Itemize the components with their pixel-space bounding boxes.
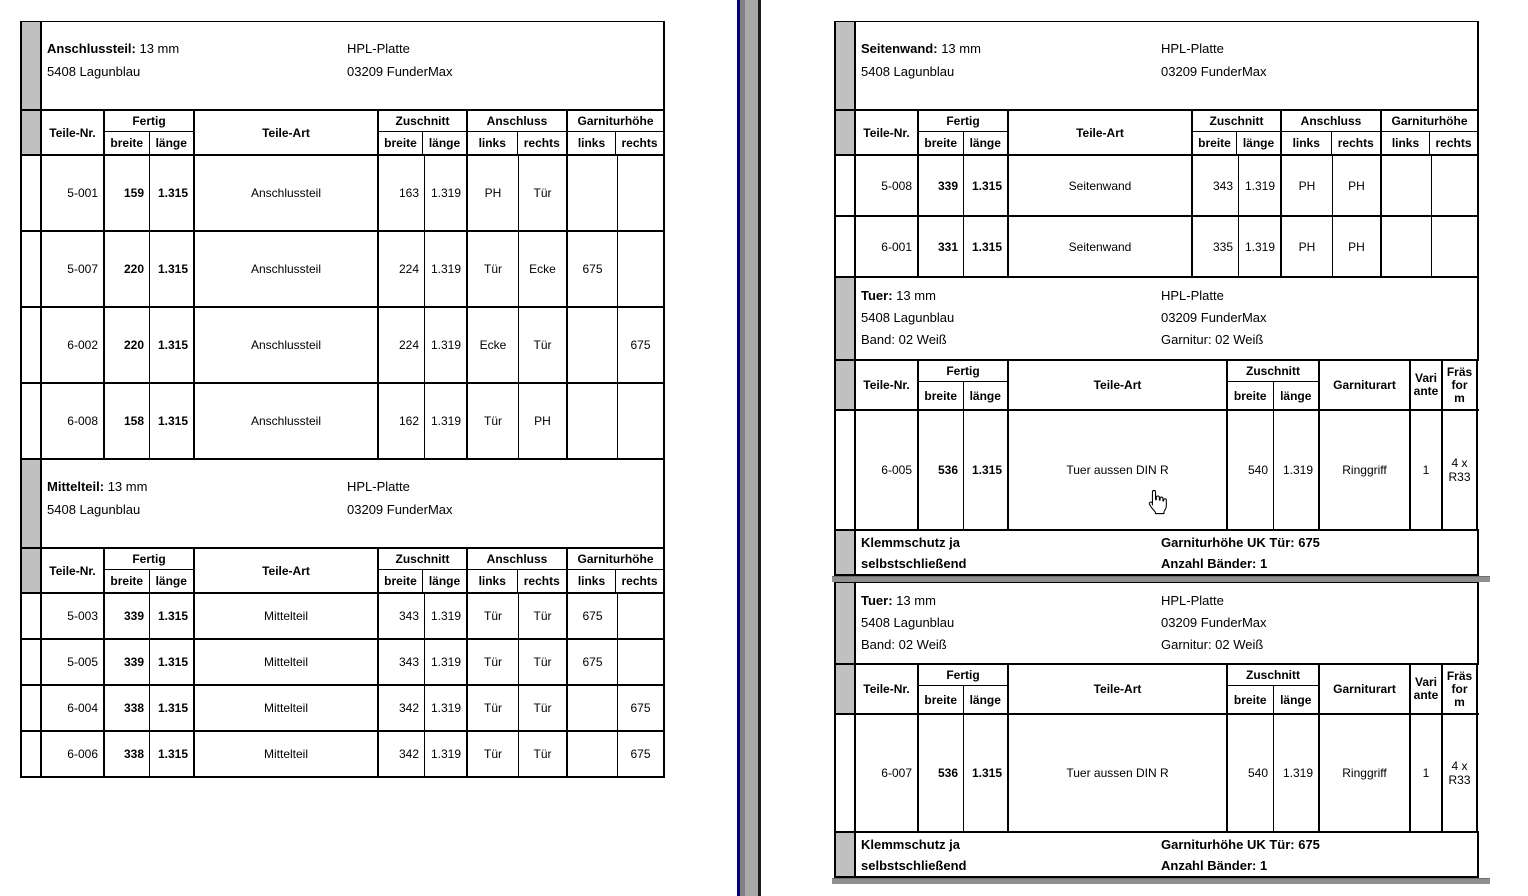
- section-thickness: 13 mm: [896, 288, 936, 303]
- cell-variante: 1: [1411, 715, 1443, 831]
- cell-zuschnitt-laenge: 1.319: [425, 308, 468, 382]
- table-row: [834, 156, 1479, 217]
- col-group-anschluss: Anschluss links rechts: [468, 111, 568, 154]
- table-header: [20, 549, 665, 594]
- klemmschutz-info: Klemmschutz ja: [861, 535, 960, 550]
- cell-zuschnitt-breite: 342: [379, 686, 425, 730]
- col-teile-art: Teile-Art: [1009, 361, 1228, 409]
- col-teile-nr: Teile-Nr.: [856, 361, 919, 409]
- col-fertig-breite: breite: [105, 132, 150, 154]
- cell-anschluss-links: Tür: [468, 594, 519, 638]
- cell-zuschnitt-breite: 335: [1193, 217, 1239, 276]
- row-marker: [836, 411, 856, 529]
- klemmschutz-info: Klemmschutz ja: [861, 837, 960, 852]
- col-anschluss-rechts: rechts: [523, 136, 560, 150]
- cell-teile-art: Tuer aussen DIN R: [1009, 715, 1228, 831]
- material-code: 03209 FunderMax: [1161, 615, 1267, 630]
- material-name: HPL-Platte: [1161, 288, 1224, 303]
- cell-teile-art: Anschlussteil: [195, 308, 379, 382]
- col-group-fertig: Fertig breite länge: [919, 111, 1009, 154]
- section-title-block-tuer-1: [834, 278, 1479, 361]
- cell-zuschnitt-laenge: 1.319: [1274, 715, 1320, 831]
- cell-teile-art: Anschlussteil: [195, 384, 379, 458]
- col-group-fertig: Fertig breite länge: [919, 361, 1009, 409]
- cell-teile-art: Mittelteil: [195, 594, 379, 638]
- col-variante: Vari ante: [1411, 361, 1443, 409]
- cell-garnitur-links: [568, 384, 618, 458]
- row-marker: [22, 384, 42, 458]
- col-fertig-laenge: länge: [969, 692, 1001, 707]
- cell-anschluss-rechts: Tür: [519, 594, 568, 638]
- table-row: [834, 715, 1479, 833]
- splitter-edge: [758, 0, 761, 896]
- col-anschluss-links: links: [468, 570, 518, 592]
- col-variante: Vari ante: [1411, 665, 1443, 713]
- col-fertig-breite: breite: [919, 686, 964, 713]
- cell-fertig-laenge: 1.315: [150, 732, 195, 776]
- col-fertig-breite: breite: [919, 382, 964, 409]
- footer-marker: [836, 833, 856, 876]
- col-group-anschluss: Anschluss links rechts: [468, 549, 568, 592]
- table-row: [20, 232, 665, 308]
- section-color-code: 5408 Lagunblau: [861, 615, 955, 630]
- cell-zuschnitt-breite: 540: [1228, 411, 1274, 529]
- section-band: Band: 02 Weiß: [861, 637, 947, 652]
- cell-garnitur-links: [568, 156, 618, 230]
- cell-teile-nr: 5-007: [42, 232, 105, 306]
- header-marker: [836, 111, 856, 154]
- material-name: HPL-Platte: [1161, 593, 1224, 608]
- cell-zuschnitt-breite: 224: [379, 308, 425, 382]
- garniturhoehe-info: Garniturhöhe UK Tür: 675: [1161, 535, 1320, 550]
- anzahl-baender-info: Anzahl Bänder: 1: [1161, 858, 1268, 873]
- cell-fertig-breite: 536: [919, 715, 964, 831]
- material-code: 03209 FunderMax: [347, 64, 453, 79]
- cell-zuschnitt-laenge: 1.319: [425, 156, 468, 230]
- table-row: [20, 686, 665, 732]
- section-color-code: 5408 Lagunblau: [861, 64, 955, 79]
- cell-garniturart: Ringgriff: [1320, 411, 1411, 529]
- section-title: Mittelteil:: [47, 479, 105, 494]
- cell-zuschnitt-breite: 540: [1228, 715, 1274, 831]
- section-color-code: 5408 Lagunblau: [47, 502, 141, 517]
- cell-garnitur-links: 675: [568, 640, 618, 684]
- cell-anschluss-rechts: PH: [1333, 217, 1382, 276]
- table-footer: [834, 531, 1479, 576]
- print-preview-page-right: [834, 21, 1479, 884]
- col-zuschnitt-breite: breite: [379, 570, 423, 592]
- cell-fertig-breite: 331: [919, 217, 964, 276]
- cell-garnitur-rechts: [618, 640, 665, 684]
- cell-anschluss-rechts: PH: [519, 384, 568, 458]
- col-group-zuschnitt: Zuschnitt breite länge: [1228, 361, 1320, 409]
- row-marker: [22, 640, 42, 684]
- row-marker: [22, 232, 42, 306]
- row-marker: [22, 594, 42, 638]
- cell-fertig-laenge: 1.315: [150, 384, 195, 458]
- table-row: [20, 640, 665, 686]
- cell-teile-nr: 6-008: [42, 384, 105, 458]
- cell-anschluss-rechts: Tür: [519, 308, 568, 382]
- section-title-content: [42, 460, 665, 547]
- col-teile-nr: Teile-Nr.: [42, 549, 105, 592]
- col-zuschnitt-laenge: länge: [428, 574, 461, 588]
- cell-zuschnitt-laenge: 1.319: [1239, 156, 1282, 215]
- table-row: [834, 217, 1479, 278]
- table-header: [20, 111, 665, 156]
- col-teile-art: Teile-Art: [1009, 665, 1228, 713]
- col-teile-art: Teile-Art: [1009, 111, 1193, 154]
- cell-garnitur-rechts: 675: [618, 686, 665, 730]
- col-teile-nr: Teile-Nr.: [856, 665, 919, 713]
- cell-anschluss-links: Tür: [468, 686, 519, 730]
- cell-garnitur-links: [1382, 156, 1432, 215]
- cell-fertig-breite: 339: [105, 594, 150, 638]
- footer-content: [856, 531, 1479, 574]
- cell-fertig-laenge: 1.315: [150, 232, 195, 306]
- header-marker: [836, 361, 856, 409]
- col-zuschnitt-breite: breite: [1228, 382, 1274, 409]
- col-fertig-laenge: länge: [969, 388, 1001, 403]
- col-anschluss-rechts: rechts: [523, 574, 560, 588]
- section-band: Band: 02 Weiß: [861, 332, 947, 347]
- col-group-fertig: Fertig breite länge: [105, 111, 195, 154]
- section-title: Anschlussteil:: [47, 41, 136, 56]
- cell-garnitur-links: [568, 686, 618, 730]
- cell-fraesform: 4 x R33: [1443, 715, 1478, 831]
- cell-fertig-breite: 158: [105, 384, 150, 458]
- table-row: [20, 156, 665, 232]
- cell-anschluss-links: PH: [1282, 156, 1333, 215]
- section-marker: [22, 22, 42, 109]
- cell-teile-art: Anschlussteil: [195, 156, 379, 230]
- material-name: HPL-Platte: [347, 41, 410, 56]
- section-title-block-anschlussteil: [20, 22, 665, 111]
- table-header: [834, 665, 1479, 715]
- cell-garnitur-rechts: [618, 156, 665, 230]
- cell-zuschnitt-laenge: 1.319: [1274, 411, 1320, 529]
- section-color-code: 5408 Lagunblau: [861, 310, 955, 325]
- col-group-zuschnitt: Zuschnitt breite länge: [379, 549, 468, 592]
- col-fraesform: Fräs for m: [1443, 665, 1478, 713]
- cell-anschluss-links: Tür: [468, 232, 519, 306]
- cell-zuschnitt-breite: 162: [379, 384, 425, 458]
- cell-zuschnitt-laenge: 1.319: [425, 686, 468, 730]
- cell-anschluss-rechts: Tür: [519, 156, 568, 230]
- section-title-block-tuer-2: [834, 582, 1479, 665]
- table-header: [834, 361, 1479, 411]
- col-zuschnitt-breite: breite: [1193, 132, 1237, 154]
- cell-anschluss-links: Tür: [468, 732, 519, 776]
- col-zuschnitt-breite: breite: [1228, 686, 1274, 713]
- splitter-handle: [745, 0, 758, 896]
- cell-anschluss-links: PH: [1282, 217, 1333, 276]
- table-row: [20, 308, 665, 384]
- cell-garnitur-rechts: [618, 232, 665, 306]
- cell-zuschnitt-breite: 343: [379, 594, 425, 638]
- col-garnitur-rechts: rechts: [621, 136, 658, 150]
- table-row: [20, 732, 665, 778]
- cell-zuschnitt-laenge: 1.319: [425, 384, 468, 458]
- cell-zuschnitt-breite: 224: [379, 232, 425, 306]
- col-garniturart: Garniturart: [1320, 361, 1411, 409]
- col-anschluss-rechts: rechts: [1337, 136, 1374, 150]
- cell-teile-art: Mittelteil: [195, 686, 379, 730]
- cell-garniturart: Ringgriff: [1320, 715, 1411, 831]
- cell-fertig-breite: 338: [105, 732, 150, 776]
- section-marker: [836, 22, 856, 109]
- selbstschliessend-info: selbstschließend: [861, 556, 967, 571]
- row-marker: [22, 686, 42, 730]
- cell-fertig-breite: 339: [919, 156, 964, 215]
- footer-content: [856, 833, 1479, 876]
- cell-teile-art: Mittelteil: [195, 732, 379, 776]
- col-teile-nr: Teile-Nr.: [42, 111, 105, 154]
- col-fertig-laenge: länge: [155, 574, 187, 588]
- col-group-garniturhoehe: Garniturhöhe links rechts: [568, 111, 665, 154]
- page-separator: [832, 878, 1490, 884]
- col-fraesform: Fräs for m: [1443, 361, 1478, 409]
- cell-fertig-breite: 338: [105, 686, 150, 730]
- cell-fertig-laenge: 1.315: [964, 411, 1009, 529]
- cell-garnitur-rechts: 675: [618, 308, 665, 382]
- material-code: 03209 FunderMax: [347, 502, 453, 517]
- header-marker: [22, 111, 42, 154]
- cell-zuschnitt-breite: 342: [379, 732, 425, 776]
- cell-teile-nr: 5-003: [42, 594, 105, 638]
- row-marker: [836, 156, 856, 215]
- cell-anschluss-rechts: PH: [1333, 156, 1382, 215]
- col-group-zuschnitt: Zuschnitt breite länge: [1193, 111, 1282, 154]
- cell-anschluss-rechts: Tür: [519, 732, 568, 776]
- cell-fertig-laenge: 1.315: [150, 156, 195, 230]
- col-group-garniturhoehe: Garniturhöhe links rechts: [568, 549, 665, 592]
- col-zuschnitt-laenge: länge: [428, 136, 461, 150]
- col-group-garniturhoehe: Garniturhöhe links rechts: [1382, 111, 1479, 154]
- cell-anschluss-rechts: Tür: [519, 686, 568, 730]
- col-garnitur-rechts: rechts: [1435, 136, 1472, 150]
- col-anschluss-links: links: [468, 132, 518, 154]
- table-row: [20, 384, 665, 460]
- col-fertig-laenge: länge: [155, 136, 187, 150]
- cell-zuschnitt-breite: 343: [1193, 156, 1239, 215]
- table-footer: [834, 833, 1479, 878]
- col-anschluss-links: links: [1282, 132, 1332, 154]
- cell-garnitur-rechts: [618, 594, 665, 638]
- cell-fertig-breite: 536: [919, 411, 964, 529]
- col-fertig-breite: breite: [919, 132, 964, 154]
- col-garnitur-links: links: [568, 570, 616, 592]
- cell-zuschnitt-laenge: 1.319: [425, 732, 468, 776]
- table-row: [834, 411, 1479, 531]
- material-name: HPL-Platte: [347, 479, 410, 494]
- cell-teile-nr: 5-008: [856, 156, 919, 215]
- print-preview-page-left: [20, 21, 665, 778]
- cell-teile-nr: 5-005: [42, 640, 105, 684]
- col-fertig-breite: breite: [105, 570, 150, 592]
- cell-zuschnitt-laenge: 1.319: [425, 594, 468, 638]
- table-row: [20, 594, 665, 640]
- cell-zuschnitt-breite: 343: [379, 640, 425, 684]
- section-title: Tuer:: [861, 593, 893, 608]
- cell-fertig-breite: 339: [105, 640, 150, 684]
- cell-zuschnitt-laenge: 1.319: [425, 232, 468, 306]
- material-code: 03209 FunderMax: [1161, 310, 1267, 325]
- cell-garnitur-links: 675: [568, 594, 618, 638]
- section-title-content: [42, 22, 665, 109]
- cell-teile-art: Anschlussteil: [195, 232, 379, 306]
- cell-teile-art: Seitenwand: [1009, 156, 1193, 215]
- cell-fertig-laenge: 1.315: [150, 686, 195, 730]
- cell-garnitur-rechts: 675: [618, 732, 665, 776]
- cell-fertig-breite: 220: [105, 232, 150, 306]
- cell-fertig-laenge: 1.315: [964, 156, 1009, 215]
- section-thickness: 13 mm: [107, 479, 148, 494]
- col-garnitur-rechts: rechts: [621, 574, 658, 588]
- cell-fraesform: 4 x R33: [1443, 411, 1478, 529]
- col-group-anschluss: Anschluss links rechts: [1282, 111, 1382, 154]
- section-marker: [22, 460, 42, 547]
- col-garnitur-links: links: [1382, 132, 1430, 154]
- section-title-content: [856, 22, 1479, 109]
- cell-anschluss-links: Tür: [468, 640, 519, 684]
- cell-teile-art: Seitenwand: [1009, 217, 1193, 276]
- cell-garnitur-links: [568, 732, 618, 776]
- row-marker: [22, 308, 42, 382]
- cell-fertig-laenge: 1.315: [964, 217, 1009, 276]
- garniturhoehe-info: Garniturhöhe UK Tür: 675: [1161, 837, 1320, 852]
- cell-variante: 1: [1411, 411, 1443, 529]
- cell-garnitur-rechts: [1432, 156, 1479, 215]
- footer-marker: [836, 531, 856, 574]
- section-title: Tuer:: [861, 288, 893, 303]
- col-fertig-laenge: länge: [969, 136, 1001, 150]
- cell-garnitur-rechts: [618, 384, 665, 458]
- cell-anschluss-rechts: Ecke: [519, 232, 568, 306]
- col-zuschnitt-laenge: länge: [1242, 136, 1275, 150]
- table-header: [834, 111, 1479, 156]
- garnitur-info: Garnitur: 02 Weiß: [1161, 637, 1264, 652]
- material-name: HPL-Platte: [1161, 41, 1224, 56]
- cell-anschluss-links: Tür: [468, 384, 519, 458]
- cell-anschluss-links: PH: [468, 156, 519, 230]
- col-group-zuschnitt: Zuschnitt breite länge: [379, 111, 468, 154]
- section-title-block-mittelteil: [20, 460, 665, 549]
- section-marker: [836, 278, 856, 359]
- cell-teile-nr: 6-005: [856, 411, 919, 529]
- col-zuschnitt-laenge: länge: [1280, 388, 1312, 403]
- anzahl-baender-info: Anzahl Bänder: 1: [1161, 556, 1268, 571]
- cell-garnitur-links: [1382, 217, 1432, 276]
- cell-teile-nr: 5-001: [42, 156, 105, 230]
- cell-teile-nr: 6-007: [856, 715, 919, 831]
- col-zuschnitt-breite: breite: [379, 132, 423, 154]
- cell-fertig-laenge: 1.315: [150, 640, 195, 684]
- col-teile-art: Teile-Art: [195, 111, 379, 154]
- row-marker: [836, 715, 856, 831]
- cell-teile-nr: 6-002: [42, 308, 105, 382]
- col-garnitur-links: links: [568, 132, 616, 154]
- row-marker: [836, 217, 856, 276]
- cell-zuschnitt-laenge: 1.319: [1239, 217, 1282, 276]
- col-teile-art: Teile-Art: [195, 549, 379, 592]
- cell-garnitur-rechts: [1432, 217, 1479, 276]
- section-thickness: 13 mm: [139, 41, 180, 56]
- cell-teile-art: Tuer aussen DIN R: [1009, 411, 1228, 529]
- col-group-fertig: Fertig breite länge: [919, 665, 1009, 713]
- cell-teile-nr: 6-006: [42, 732, 105, 776]
- col-zuschnitt-laenge: länge: [1280, 692, 1312, 707]
- col-garniturart: Garniturart: [1320, 665, 1411, 713]
- cell-teile-nr: 6-001: [856, 217, 919, 276]
- row-marker: [22, 732, 42, 776]
- cell-garnitur-links: [568, 308, 618, 382]
- cell-teile-nr: 6-004: [42, 686, 105, 730]
- section-color-code: 5408 Lagunblau: [47, 64, 141, 79]
- col-group-zuschnitt: Zuschnitt breite länge: [1228, 665, 1320, 713]
- section-title-content: [856, 278, 1479, 359]
- pane-splitter[interactable]: [737, 0, 761, 896]
- cell-anschluss-rechts: Tür: [519, 640, 568, 684]
- cell-fertig-laenge: 1.315: [150, 594, 195, 638]
- cell-zuschnitt-laenge: 1.319: [425, 640, 468, 684]
- header-marker: [836, 665, 856, 713]
- section-thickness: 13 mm: [896, 593, 936, 608]
- section-title: Seitenwand:: [861, 41, 938, 56]
- cell-zuschnitt-breite: 163: [379, 156, 425, 230]
- cell-garnitur-links: 675: [568, 232, 618, 306]
- header-marker: [22, 549, 42, 592]
- cell-teile-art: Mittelteil: [195, 640, 379, 684]
- cell-anschluss-links: Ecke: [468, 308, 519, 382]
- cell-fertig-breite: 159: [105, 156, 150, 230]
- selbstschliessend-info: selbstschließend: [861, 858, 967, 873]
- material-code: 03209 FunderMax: [1161, 64, 1267, 79]
- cell-fertig-laenge: 1.315: [964, 715, 1009, 831]
- section-title-content: [856, 583, 1479, 663]
- row-marker: [22, 156, 42, 230]
- col-group-fertig: Fertig breite länge: [105, 549, 195, 592]
- section-marker: [836, 583, 856, 663]
- cell-fertig-laenge: 1.315: [150, 308, 195, 382]
- garnitur-info: Garnitur: 02 Weiß: [1161, 332, 1264, 347]
- section-thickness: 13 mm: [941, 41, 981, 56]
- section-title-block-seitenwand: [834, 22, 1479, 111]
- col-teile-nr: Teile-Nr.: [856, 111, 919, 154]
- cell-fertig-breite: 220: [105, 308, 150, 382]
